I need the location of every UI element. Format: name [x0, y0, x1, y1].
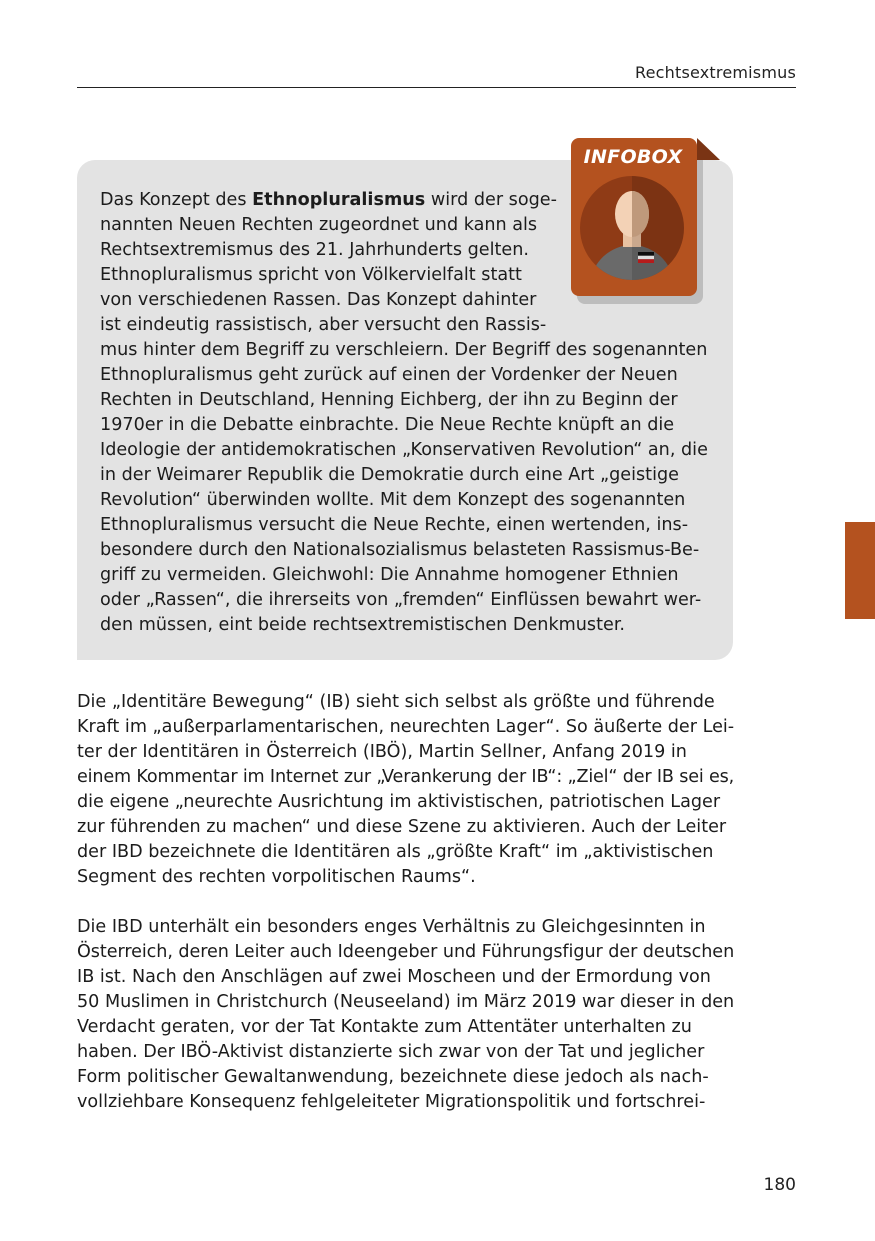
body-line: Verdacht geraten, vor der Tat Kontakte zum Attentäter unterhalten zu: [77, 1017, 692, 1037]
infobox-line: Rechten in Deutschland, Henning Eichberg, der ihn zu Beginn der: [100, 390, 678, 410]
body-line: Kraft im „außerparlamentarischen, neurechten Lager“. So äußerte der Lei-: [77, 717, 735, 737]
infobox-badge-label: INFOBOX: [583, 146, 683, 168]
infobox-line: 1970er in die Debatte einbrachte. Die Neue Rechte knüpft an die: [100, 415, 675, 435]
infobox-line: Ethnopluralismus spricht von Völkervielfalt statt: [100, 265, 522, 285]
chapter-tab-marker: [845, 522, 875, 619]
body-line: Segment des rechten vorpolitischen Raums“.: [77, 867, 476, 887]
infobox-line: Ethnopluralismus geht zurück auf einen der Vordenker der Neuen: [100, 365, 678, 385]
infobox-line: Das Konzept des Ethnopluralismus wird der soge-: [100, 190, 557, 210]
body-line: IB ist. Nach den Anschlägen auf zwei Moscheen und der Ermordung von: [77, 967, 711, 987]
body-paragraph-2: [77, 915, 734, 1115]
infobox-text: [100, 188, 709, 638]
infobox-line: ist eindeutig rassistisch, aber versucht den Rassis-: [100, 315, 547, 335]
body-line: ter der Identitären in Österreich (IBÖ), Martin Sellner, Anfang 2019 in: [77, 742, 687, 762]
body-line: die eigene „neurechte Ausrichtung im aktivistischen, patriotischen Lager: [77, 792, 721, 812]
body-line: zur führenden zu machen“ und diese Szene zu aktivieren. Auch der Leiter: [77, 817, 727, 837]
infobox-line: griff zu vermeiden. Gleichwohl: Die Annahme homogener Ethnien: [100, 565, 679, 585]
body-line: vollziehbare Konsequenz fehlgeleiteter Migrationspolitik und fortschrei-: [77, 1092, 706, 1112]
infobox-line: Revolution“ überwinden wollte. Mit dem Konzept des sogenannten: [100, 490, 686, 510]
body-line: haben. Der IBÖ-Aktivist distanzierte sich zwar von der Tat und jeglicher: [77, 1042, 705, 1062]
body-line: Form politischer Gewaltanwendung, bezeichnete diese jedoch als nach-: [77, 1067, 709, 1087]
body-line: 50 Muslimen in Christchurch (Neuseeland) im März 2019 war dieser in den: [77, 992, 735, 1012]
infobox-line: mus hinter dem Begriff zu verschleiern. Der Begriff des sogenannten: [100, 340, 708, 360]
infobox-line: besondere durch den Nationalsozialismus belasteten Rassismus-Be-: [100, 540, 700, 560]
body-line: Die „Identitäre Bewegung“ (IB) sieht sich selbst als größte und führende: [77, 692, 715, 712]
infobox-line: oder „Rassen“, die ihrerseits von „fremden“ Einflüssen bewahrt wer-: [100, 590, 702, 610]
infobox-line: von verschiedenen Rassen. Das Konzept dahinter: [100, 290, 537, 310]
body-paragraph-1: [77, 690, 734, 890]
infobox-line: nannten Neuen Rechten zugeordnet und kann als: [100, 215, 538, 235]
body-line: der IBD bezeichnete die Identitären als „größte Kraft“ im „aktivistischen: [77, 842, 714, 862]
page-number: 180: [763, 1175, 796, 1195]
header-rule: [77, 87, 796, 88]
infobox-line: Ideologie der antidemokratischen „Konservativen Revolution“ an, die: [100, 440, 708, 460]
body-line: einem Kommentar im Internet zur „Verankerung der IB“: „Ziel“ der IB sei es,: [77, 767, 735, 787]
infobox-line: Rechtsextremismus des 21. Jahrhunderts gelten.: [100, 240, 529, 260]
ethnopluralismus-term: Ethnopluralismus: [252, 190, 426, 210]
infobox-line: in der Weimarer Republik die Demokratie durch eine Art „geistige: [100, 465, 679, 485]
infobox-line: den müssen, eint beide rechtsextremistischen Denkmuster.: [100, 615, 626, 635]
body-line: Die IBD unterhält ein besonders enges Verhältnis zu Gleichgesinnten in: [77, 917, 706, 937]
running-title: Rechtsextremismus: [635, 63, 796, 82]
body-line: Österreich, deren Leiter auch Ideengeber und Führungsfigur der deutschen: [77, 942, 735, 962]
infobox-line: Ethnopluralismus versucht die Neue Rechte, einen wertenden, ins-: [100, 515, 689, 535]
